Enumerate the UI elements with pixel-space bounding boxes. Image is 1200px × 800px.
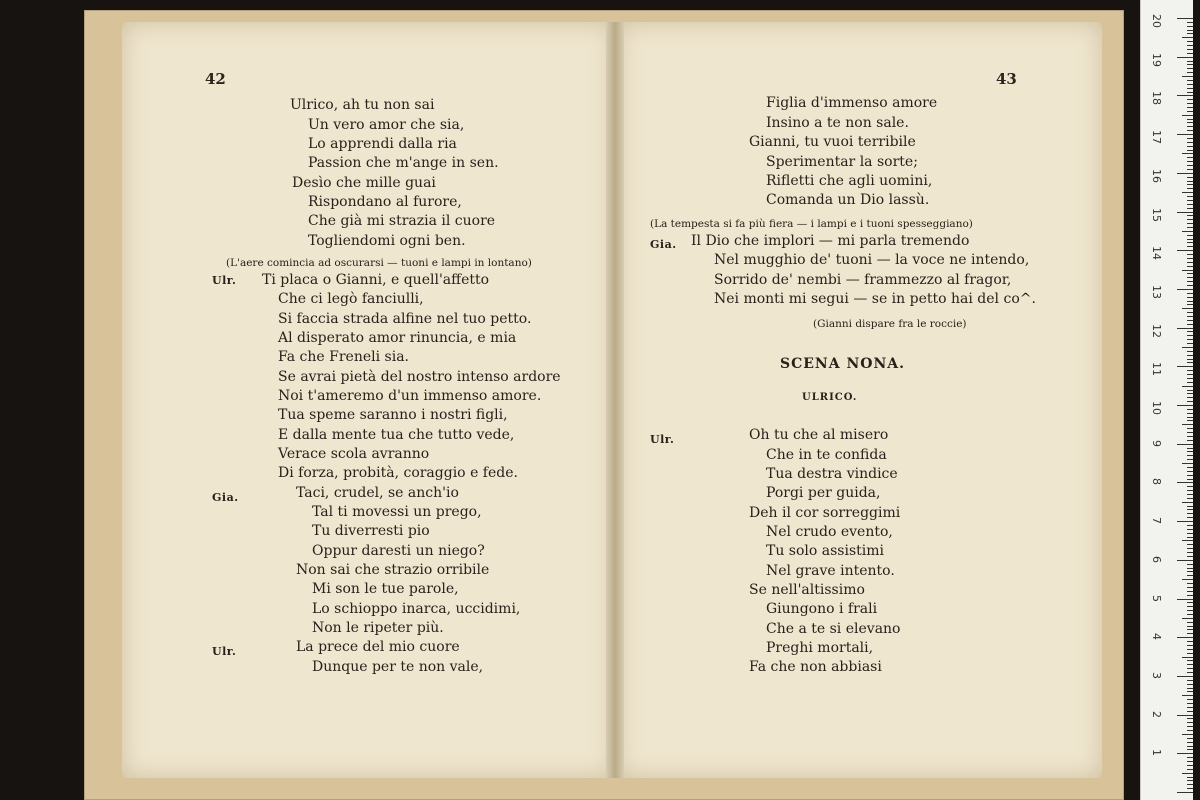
ruler-tick <box>1187 146 1193 147</box>
verse-line: Tua destra vindice <box>766 466 898 482</box>
ruler-number: 6 <box>1150 555 1163 563</box>
ruler-number: 10 <box>1150 401 1163 415</box>
ruler-tick <box>1187 370 1193 371</box>
ruler-tick <box>1187 552 1193 553</box>
verse-line: Che già mi strazia il cuore <box>308 213 496 229</box>
ruler-tick <box>1177 792 1193 793</box>
ruler-tick <box>1187 649 1193 650</box>
ruler-tick <box>1187 242 1193 243</box>
verse-line: Passion che m'ange in sen. <box>308 155 499 171</box>
verse-line: Ti placa o Gianni, e quell'affetto <box>262 272 490 288</box>
verse-line: Sperimentar la sorte; <box>766 154 918 170</box>
ruler-tick <box>1177 173 1193 174</box>
verse-line: Verace scola avranno <box>278 446 430 462</box>
ruler-tick <box>1187 703 1193 704</box>
ruler-tick <box>1187 455 1193 456</box>
ruler-tick <box>1187 448 1193 449</box>
ruler-tick <box>1187 622 1193 623</box>
verse-line: Rifletti che agli uomini, <box>766 173 933 189</box>
ruler-tick <box>1177 444 1193 445</box>
ruler-tick <box>1187 393 1193 394</box>
ruler-tick <box>1187 568 1193 569</box>
ruler-tick <box>1187 53 1193 54</box>
ruler-tick <box>1182 618 1193 619</box>
ruler-tick <box>1182 231 1193 232</box>
ruler-tick <box>1187 301 1193 302</box>
verse-line: Desìo che mille guai <box>292 175 436 191</box>
verse-line: Si faccia strada alfine nel tuo petto. <box>278 311 532 327</box>
ruler-tick <box>1187 749 1193 750</box>
ruler-tick <box>1187 61 1193 62</box>
ruler-tick <box>1187 390 1193 391</box>
ruler-tick <box>1187 378 1193 379</box>
ruler-tick <box>1177 328 1193 329</box>
ruler-tick <box>1187 691 1193 692</box>
ruler-tick <box>1187 718 1193 719</box>
verse-line: Giungono i frali <box>766 601 878 617</box>
ruler-tick <box>1187 99 1193 100</box>
ruler-tick <box>1187 84 1193 85</box>
ruler-number: 13 <box>1150 284 1163 299</box>
ruler-tick <box>1187 215 1193 216</box>
ruler-tick <box>1187 254 1193 255</box>
ruler-number: 7 <box>1150 517 1163 525</box>
ruler-tick <box>1177 753 1193 754</box>
verse-line: Preghi mortali, <box>766 640 874 656</box>
verse-line: Non sai che strazio orribile <box>296 562 490 578</box>
ruler-tick <box>1187 45 1193 46</box>
ruler-tick <box>1187 258 1193 259</box>
ruler-tick <box>1187 440 1193 441</box>
ruler-tick <box>1187 769 1193 770</box>
ruler-tick <box>1187 413 1193 414</box>
verse-line: Lo schioppo inarca, uccidimi, <box>312 601 521 617</box>
stage-direction: (Gianni dispare fra le roccie) <box>813 318 967 330</box>
verse-line: Tua speme saranno i nostri figli, <box>278 407 508 423</box>
ruler-tick <box>1187 479 1193 480</box>
ruler-number: 18 <box>1150 91 1163 106</box>
ruler-tick <box>1187 583 1193 584</box>
ruler-tick <box>1187 730 1193 731</box>
verse-line: Sorrido de' nembi — frammezzo al fragor, <box>714 272 1012 288</box>
ruler-tick <box>1187 339 1193 340</box>
verse-line: Fa che non abbiasi <box>749 659 882 675</box>
ruler-tick <box>1182 502 1193 503</box>
ruler-number: 17 <box>1150 130 1163 145</box>
ruler-tick <box>1187 107 1193 108</box>
ruler-tick <box>1187 409 1193 410</box>
stage-direction: (L'aere comincia ad oscurarsi — tuoni e lampi in lontano) <box>226 257 532 269</box>
ruler-tick <box>1182 579 1193 580</box>
ruler-tick <box>1187 459 1193 460</box>
verse-line: Tu solo assistimi <box>766 543 885 559</box>
ruler-tick <box>1187 273 1193 274</box>
ruler-tick <box>1177 18 1193 19</box>
ruler-tick <box>1187 88 1193 89</box>
ruler-tick <box>1187 490 1193 491</box>
verse-line: Nel mugghio de' tuoni — la voce ne intendo, <box>714 252 1030 268</box>
ruler-tick <box>1187 64 1193 65</box>
ruler-tick <box>1182 37 1193 38</box>
verse-line: La prece del mio cuore <box>296 639 460 655</box>
ruler-tick <box>1187 595 1193 596</box>
ruler-tick <box>1187 320 1193 321</box>
ruler-tick <box>1187 738 1193 739</box>
measuring-ruler <box>1140 0 1193 800</box>
ruler-tick <box>1187 22 1193 23</box>
ruler-tick <box>1187 711 1193 712</box>
ruler-tick <box>1187 122 1193 123</box>
ruler-tick <box>1187 150 1193 151</box>
verse-line: Se nell'altissimo <box>749 582 865 598</box>
ruler-tick <box>1177 405 1193 406</box>
ruler-tick <box>1187 513 1193 514</box>
ruler-tick <box>1182 192 1193 193</box>
ruler-tick <box>1182 773 1193 774</box>
ruler-tick <box>1187 200 1193 201</box>
ruler-tick <box>1187 498 1193 499</box>
ruler-tick <box>1187 227 1193 228</box>
ruler-tick <box>1187 266 1193 267</box>
ruler-tick <box>1182 270 1193 271</box>
ruler-tick <box>1187 726 1193 727</box>
ruler-tick <box>1187 765 1193 766</box>
ruler-tick <box>1187 494 1193 495</box>
verse-line: Taci, crudel, se anch'io <box>296 485 459 501</box>
ruler-number: 8 <box>1150 478 1163 486</box>
ruler-tick <box>1187 757 1193 758</box>
ruler-tick <box>1187 281 1193 282</box>
verse-line: Tu diverresti pio <box>312 523 430 539</box>
ruler-tick <box>1187 262 1193 263</box>
ruler-tick <box>1187 246 1193 247</box>
verse-line: Nei monti mi segui — se in petto hai del co^. <box>714 291 1036 307</box>
ruler-tick <box>1187 335 1193 336</box>
ruler-tick <box>1182 734 1193 735</box>
ruler-tick <box>1177 366 1193 367</box>
ruler-tick <box>1182 540 1193 541</box>
ruler-tick <box>1187 343 1193 344</box>
ruler-tick <box>1187 587 1193 588</box>
ruler-tick <box>1177 212 1193 213</box>
ruler-tick <box>1177 599 1193 600</box>
verse-line: Dunque per te non vale, <box>312 659 484 675</box>
ruler-tick <box>1177 134 1193 135</box>
ruler-tick <box>1187 575 1193 576</box>
scene-character: ULRICO. <box>802 392 858 403</box>
ruler-tick <box>1187 420 1193 421</box>
ruler-tick <box>1187 304 1193 305</box>
ruler-tick <box>1187 374 1193 375</box>
ruler-tick <box>1187 525 1193 526</box>
ruler-tick <box>1187 626 1193 627</box>
ruler-tick <box>1187 722 1193 723</box>
ruler-tick <box>1187 672 1193 673</box>
ruler-tick <box>1187 668 1193 669</box>
ruler-tick <box>1187 633 1193 634</box>
ruler-tick <box>1187 142 1193 143</box>
ruler-number: 15 <box>1150 207 1163 222</box>
ruler-tick <box>1187 355 1193 356</box>
ruler-tick <box>1187 169 1193 170</box>
ruler-tick <box>1187 316 1193 317</box>
stage-direction: (La tempesta si fa più fiera — i lampi e i tuoni spesseggiano) <box>650 218 973 230</box>
ruler-tick <box>1187 556 1193 557</box>
verse-line: E dalla mente tua che tutto vede, <box>278 427 515 443</box>
ruler-tick <box>1187 208 1193 209</box>
ruler-tick <box>1187 111 1193 112</box>
ruler-tick <box>1187 239 1193 240</box>
ruler-tick <box>1187 312 1193 313</box>
ruler-tick <box>1182 424 1193 425</box>
ruler-tick <box>1187 451 1193 452</box>
verse-line: Tal ti movessi un prego, <box>312 504 482 520</box>
ruler-tick <box>1187 177 1193 178</box>
ruler-tick <box>1187 688 1193 689</box>
ruler-tick <box>1187 119 1193 120</box>
ruler-tick <box>1187 235 1193 236</box>
ruler-tick <box>1187 161 1193 162</box>
ruler-tick <box>1187 103 1193 104</box>
verse-line: Che a te si elevano <box>766 621 901 637</box>
ruler-tick <box>1187 517 1193 518</box>
ruler-tick <box>1187 602 1193 603</box>
ruler-tick <box>1187 331 1193 332</box>
ruler-tick <box>1187 196 1193 197</box>
ruler-number: 16 <box>1150 168 1163 183</box>
ruler-tick <box>1187 606 1193 607</box>
ruler-tick <box>1177 95 1193 96</box>
verse-line: Nel crudo evento, <box>766 524 893 540</box>
verse-line: Figlia d'immenso amore <box>766 95 938 111</box>
ruler-tick <box>1187 707 1193 708</box>
verse-line: Un vero amor che sia, <box>308 117 465 133</box>
ruler-number: 11 <box>1150 362 1163 377</box>
verse-line: Togliendomi ogni ben. <box>308 233 466 249</box>
ruler-number: 12 <box>1150 323 1163 338</box>
ruler-tick <box>1187 564 1193 565</box>
ruler-tick <box>1187 533 1193 534</box>
ruler-tick <box>1187 486 1193 487</box>
ruler-tick <box>1187 506 1193 507</box>
verse-line: Nel grave intento. <box>766 563 895 579</box>
ruler-tick <box>1187 351 1193 352</box>
verse-line: Mi son le tue parole, <box>312 581 459 597</box>
verse-line: Comanda un Dio lassù. <box>766 192 930 208</box>
ruler-tick <box>1187 223 1193 224</box>
ruler-tick <box>1187 629 1193 630</box>
page-number-left: 42 <box>205 70 226 88</box>
ruler-tick <box>1187 591 1193 592</box>
ruler-tick <box>1187 382 1193 383</box>
book-gutter <box>606 22 624 778</box>
ruler-tick <box>1187 653 1193 654</box>
ruler-tick <box>1182 76 1193 77</box>
verse-line: Lo apprendi dalla ria <box>308 136 457 152</box>
ruler-tick <box>1182 463 1193 464</box>
ruler-tick <box>1187 92 1193 93</box>
ruler-tick <box>1182 308 1193 309</box>
ruler-tick <box>1182 657 1193 658</box>
ruler-number: 19 <box>1150 52 1163 67</box>
ruler-number: 4 <box>1150 633 1163 641</box>
ruler-tick <box>1187 30 1193 31</box>
ruler-tick <box>1187 680 1193 681</box>
ruler-tick <box>1177 57 1193 58</box>
verse-line: Deh il cor sorreggimi <box>749 505 901 521</box>
ruler-tick <box>1187 548 1193 549</box>
ruler-tick <box>1182 153 1193 154</box>
ruler-tick <box>1187 784 1193 785</box>
ruler-tick <box>1182 695 1193 696</box>
ruler-tick <box>1187 68 1193 69</box>
ruler-tick <box>1177 715 1193 716</box>
ruler-tick <box>1187 467 1193 468</box>
ruler-tick <box>1187 742 1193 743</box>
ruler-tick <box>1177 250 1193 251</box>
ruler-tick <box>1187 529 1193 530</box>
verse-line: Fa che Freneli sia. <box>278 349 410 365</box>
ruler-tick <box>1187 537 1193 538</box>
ruler-tick <box>1182 386 1193 387</box>
ruler-tick <box>1187 157 1193 158</box>
verse-line: Porgi per guida, <box>766 485 881 501</box>
ruler-tick <box>1187 293 1193 294</box>
ruler-number: 2 <box>1150 710 1163 718</box>
ruler-tick <box>1187 397 1193 398</box>
ruler-tick <box>1182 347 1193 348</box>
ruler-tick <box>1187 780 1193 781</box>
ruler-tick <box>1187 436 1193 437</box>
ruler-number: 9 <box>1150 439 1163 447</box>
verse-line: Ulrico, ah tu non sai <box>290 97 435 113</box>
ruler-tick <box>1187 72 1193 73</box>
ruler-tick <box>1187 610 1193 611</box>
ruler-tick <box>1187 297 1193 298</box>
ruler-number: 3 <box>1150 671 1163 679</box>
speaker-label: Ulr. <box>212 274 237 287</box>
verse-line: Che in te confida <box>766 447 887 463</box>
verse-line: Rispondano al furore, <box>308 194 462 210</box>
speaker-label: Gia. <box>212 491 239 504</box>
ruler-number: 20 <box>1150 14 1163 28</box>
ruler-tick <box>1177 521 1193 522</box>
ruler-tick <box>1187 544 1193 545</box>
ruler-tick <box>1187 324 1193 325</box>
ruler-tick <box>1177 637 1193 638</box>
verse-line: Al disperato amor rinuncia, e mia <box>278 330 517 346</box>
ruler-tick <box>1187 277 1193 278</box>
ruler-tick <box>1187 428 1193 429</box>
ruler-tick <box>1187 571 1193 572</box>
speaker-label: Ulr. <box>650 433 675 446</box>
ruler-tick <box>1187 684 1193 685</box>
ruler-tick <box>1182 115 1193 116</box>
verse-line: Noi t'ameremo d'un immenso amore. <box>278 388 542 404</box>
speaker-label: Ulr. <box>212 645 237 658</box>
ruler-tick <box>1177 482 1193 483</box>
scene-title: SCENA NONA. <box>780 356 905 372</box>
ruler-tick <box>1187 285 1193 286</box>
ruler-tick <box>1187 80 1193 81</box>
verse-line: Insino a te non sale. <box>766 115 909 131</box>
ruler-tick <box>1187 49 1193 50</box>
ruler-tick <box>1187 471 1193 472</box>
verse-line: Gianni, tu vuoi terribile <box>749 134 916 150</box>
ruler-tick <box>1187 204 1193 205</box>
verse-line: Che ci legò fanciulli, <box>278 291 424 307</box>
ruler-tick <box>1177 560 1193 561</box>
ruler-tick <box>1187 401 1193 402</box>
page-number-right: 43 <box>996 70 1017 88</box>
ruler-tick <box>1187 362 1193 363</box>
ruler-tick <box>1187 26 1193 27</box>
ruler-tick <box>1187 188 1193 189</box>
speaker-label: Gia. <box>650 238 677 251</box>
ruler-tick <box>1177 676 1193 677</box>
ruler-tick <box>1187 761 1193 762</box>
ruler-tick <box>1187 777 1193 778</box>
ruler-tick <box>1187 641 1193 642</box>
verse-line: Se avrai pietà del nostro intenso ardore <box>278 369 561 385</box>
ruler-tick <box>1187 475 1193 476</box>
ruler-tick <box>1187 746 1193 747</box>
ruler-number: 14 <box>1150 246 1163 261</box>
ruler-tick <box>1187 41 1193 42</box>
ruler-tick <box>1187 130 1193 131</box>
ruler-tick <box>1187 359 1193 360</box>
ruler-tick <box>1187 645 1193 646</box>
verse-line: Il Dio che implori — mi parla tremendo <box>691 233 970 249</box>
ruler-tick <box>1177 289 1193 290</box>
ruler-number: 1 <box>1150 749 1163 757</box>
verse-line: Non le ripeter più. <box>312 620 444 636</box>
ruler-tick <box>1187 138 1193 139</box>
ruler-tick <box>1187 660 1193 661</box>
ruler-tick <box>1187 33 1193 34</box>
ruler-tick <box>1187 219 1193 220</box>
ruler-tick <box>1187 165 1193 166</box>
ruler-tick <box>1187 614 1193 615</box>
verse-line: Di forza, probità, coraggio e fede. <box>278 465 518 481</box>
ruler-tick <box>1187 417 1193 418</box>
ruler-tick <box>1187 699 1193 700</box>
verse-line: Oppur daresti un niego? <box>312 543 485 559</box>
ruler-tick <box>1187 184 1193 185</box>
ruler-tick <box>1187 664 1193 665</box>
ruler-tick <box>1187 432 1193 433</box>
ruler-tick <box>1187 509 1193 510</box>
ruler-tick <box>1187 126 1193 127</box>
ruler-number: 5 <box>1150 594 1163 602</box>
verse-line: Oh tu che al misero <box>749 427 889 443</box>
ruler-tick <box>1187 181 1193 182</box>
ruler-tick <box>1187 788 1193 789</box>
